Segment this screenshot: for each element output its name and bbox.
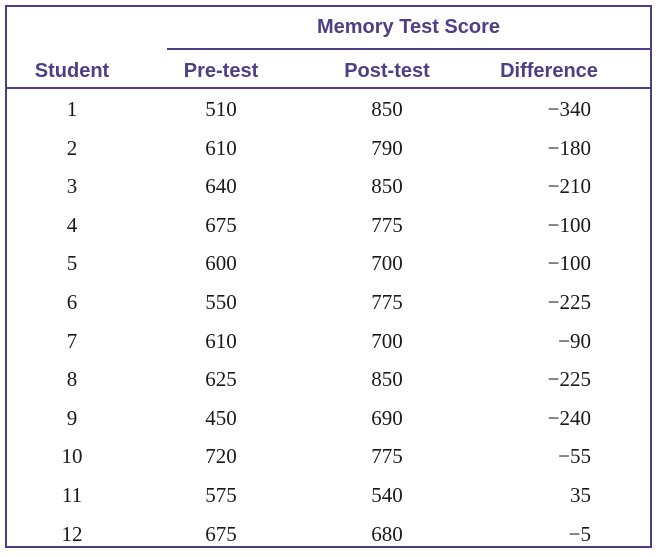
table-row xyxy=(7,436,650,475)
difference-cell: −240 xyxy=(547,405,591,430)
pre-test-cell: 575 xyxy=(205,482,237,507)
post-test-cell: 775 xyxy=(371,289,403,314)
difference-cell: −225 xyxy=(547,367,591,392)
column-header-student: Student xyxy=(34,60,110,82)
pre-test-cell: 510 xyxy=(205,97,237,121)
post-test-cell: 775 xyxy=(371,444,403,469)
difference-cell: −55 xyxy=(558,444,591,469)
difference-cell: −225 xyxy=(547,289,591,314)
post-test-cell: 700 xyxy=(371,328,403,353)
difference-cell: −100 xyxy=(547,212,591,237)
student-cell: 8 xyxy=(66,367,78,392)
pre-test-cell: 640 xyxy=(205,174,237,199)
pre-test-cell: 610 xyxy=(205,328,237,353)
student-cell: 4 xyxy=(66,212,78,237)
student-cell: 2 xyxy=(66,135,78,160)
student-cell: 9 xyxy=(66,405,78,430)
table-row xyxy=(7,514,650,553)
post-test-cell: 690 xyxy=(371,405,403,430)
difference-cell: −100 xyxy=(547,251,591,276)
post-test-cell: 775 xyxy=(371,212,403,237)
post-test-cell: 850 xyxy=(371,174,403,199)
table-row xyxy=(7,475,650,514)
table-row xyxy=(7,128,650,167)
student-cell: 7 xyxy=(66,328,78,353)
table-row xyxy=(7,359,650,398)
table-row xyxy=(7,89,650,128)
pre-test-cell: 720 xyxy=(205,444,237,469)
table-row xyxy=(7,205,650,244)
difference-cell: −340 xyxy=(547,97,591,121)
pre-test-cell: 610 xyxy=(205,135,237,160)
memory-test-table xyxy=(5,5,652,548)
pre-test-cell: 675 xyxy=(205,212,237,237)
post-test-cell: 680 xyxy=(371,521,403,546)
group-header-rule xyxy=(167,48,650,50)
table-row xyxy=(7,166,650,205)
column-header-post-test: Post-test xyxy=(344,60,430,82)
student-cell: 5 xyxy=(66,251,78,276)
column-headers xyxy=(7,51,650,89)
post-test-cell: 540 xyxy=(371,482,403,507)
difference-cell: −5 xyxy=(568,521,591,546)
student-cell: 3 xyxy=(66,174,78,199)
pre-test-cell: 675 xyxy=(205,521,237,546)
student-cell: 12 xyxy=(61,521,83,546)
post-test-cell: 790 xyxy=(371,135,403,160)
difference-cell: −180 xyxy=(547,135,591,160)
post-test-cell: 850 xyxy=(371,367,403,392)
table-body xyxy=(7,89,650,552)
post-test-cell: 850 xyxy=(371,97,403,121)
difference-cell: −210 xyxy=(547,174,591,199)
pre-test-cell: 600 xyxy=(205,251,237,276)
pre-test-cell: 450 xyxy=(205,405,237,430)
table-row xyxy=(7,321,650,360)
pre-test-cell: 550 xyxy=(205,289,237,314)
difference-cell: 35 xyxy=(570,482,591,507)
table-row xyxy=(7,243,650,282)
table-row xyxy=(7,282,650,321)
student-cell: 10 xyxy=(61,444,83,469)
column-header-pre-test: Pre-test xyxy=(183,60,259,82)
student-cell: 11 xyxy=(61,482,83,507)
table-row xyxy=(7,398,650,437)
pre-test-cell: 625 xyxy=(205,367,237,392)
group-header xyxy=(7,7,650,51)
difference-cell: −90 xyxy=(558,328,591,353)
column-header-difference: Difference xyxy=(500,60,598,82)
student-cell: 1 xyxy=(66,97,78,121)
student-cell: 6 xyxy=(66,289,78,314)
post-test-cell: 700 xyxy=(371,251,403,276)
group-header-title: Memory Test Score xyxy=(316,16,501,38)
